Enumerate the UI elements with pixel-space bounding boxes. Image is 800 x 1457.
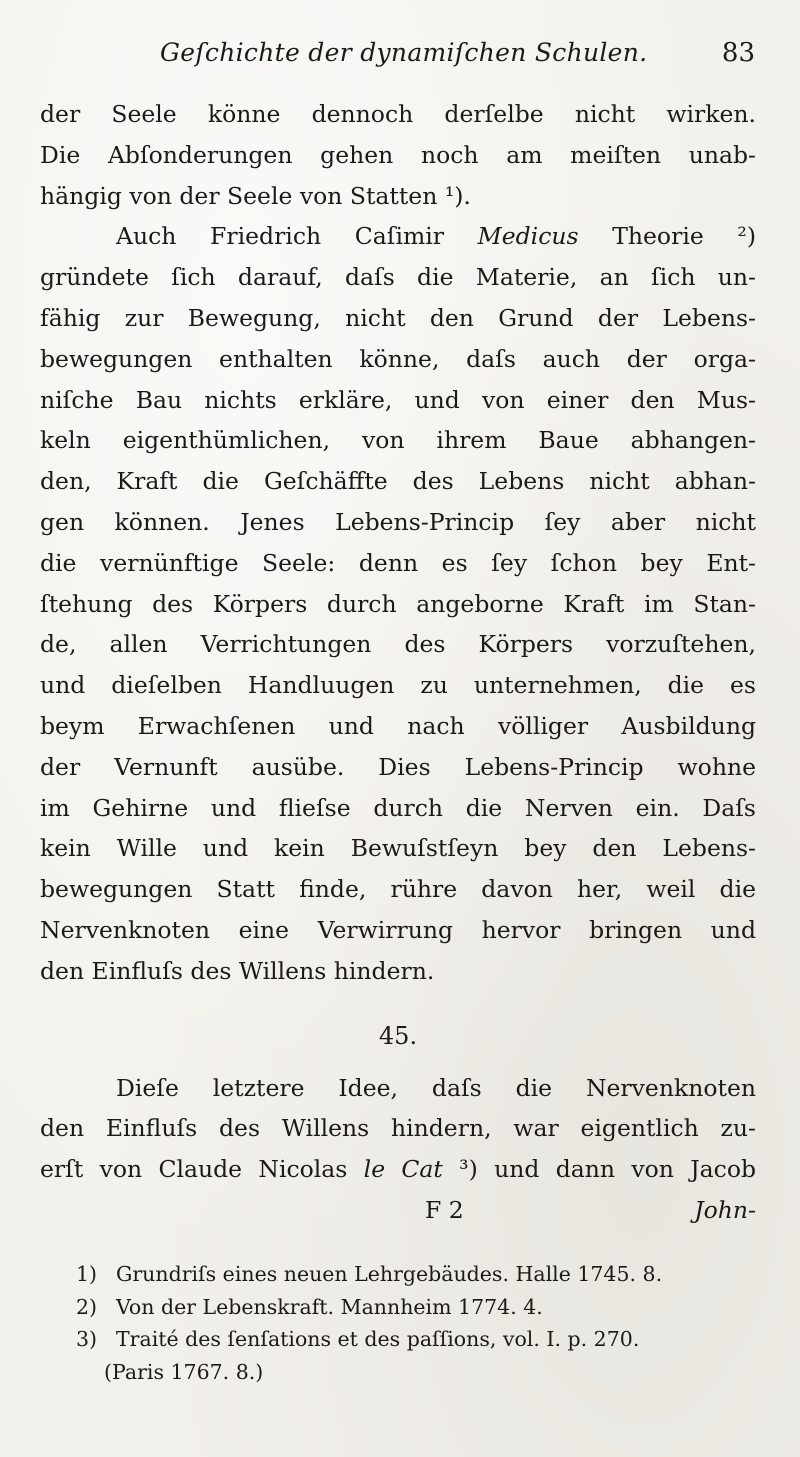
text-line: Nervenknoten eine Verwirrung hervor bringen und <box>40 915 756 944</box>
text-line: gen können. Jenes Lebens-Princip ſey aber nicht <box>40 507 756 536</box>
text-line: der Seele könne dennoch derſelbe nicht wirken. <box>40 100 756 128</box>
text-line: den Einfluſs des Willens hindern, war eigentlich zu- <box>40 1114 756 1143</box>
text-line: Dieſe letztere Idee, daſs die Nervenknoten <box>116 1073 756 1102</box>
page-number: 83 <box>721 38 755 68</box>
paragraph-2 <box>40 216 756 991</box>
text-line: hängig von der Seele von Statten ¹). <box>40 181 471 210</box>
footnote-text: Traité des ſenſations et des paſſions, vol. I. p. 270. <box>116 1327 640 1351</box>
text-line: den Einfluſs des Willens hindern. <box>40 956 435 985</box>
text-line: beym Erwachſenen und nach völliger Ausbildung <box>40 711 756 740</box>
footnote-number: 3) <box>76 1327 98 1351</box>
footnote-number: 2) <box>76 1294 98 1319</box>
signature-mark: F 2 <box>425 1195 464 1224</box>
footnote <box>76 1258 762 1291</box>
footnote <box>76 1323 762 1356</box>
footnote-number: 1) <box>76 1262 98 1286</box>
text-line: ſtehung des Körpers durch angeborne Kraft im Stan- <box>40 589 756 618</box>
body-text <box>40 94 756 1230</box>
text-line: Auch Friedrich Caſimir Medicus Theorie ²) <box>116 222 756 251</box>
text-line: kein Wille und kein Bewuſstſeyn bey den Lebens- <box>40 834 756 863</box>
footnote-text: Grundriſs eines neuen Lehrgebäudes. Halle 1745. 8. <box>116 1262 663 1286</box>
text-line: gründete ſich darauf, daſs die Materie, an ſich un- <box>40 263 756 292</box>
text-line: bewegungen enthalten könne, daſs auch der orga- <box>40 344 756 373</box>
text-line: bewegungen Statt finde, rühre davon her, weil die <box>40 875 756 904</box>
footnote-text: (Paris 1767. 8.) <box>104 1359 264 1384</box>
text-line: die vernünftige Seele: denn es ſey ſchon bey Ent- <box>40 548 756 577</box>
section-number: 45. <box>378 1021 418 1050</box>
footnote-continuation <box>76 1356 762 1389</box>
text-line: Die Abſonderungen gehen noch am meiſten unab- <box>40 140 756 169</box>
footnotes <box>76 1258 762 1388</box>
text-line: der Vernunft ausübe. Dies Lebens-Princip wohne <box>40 752 756 781</box>
running-head <box>40 38 755 78</box>
paragraph-1 <box>40 94 756 216</box>
text-line: im Gehirne und flieſse durch die Nerven ein. Daſs <box>40 793 756 822</box>
footnote-text: Von der Lebenskraft. Mannheim 1774. 4. <box>116 1294 543 1319</box>
running-head-title: Geſchichte der dynamiſchen Schulen. <box>160 38 648 67</box>
text-line: niſche Bau nichts erkläre, und von einer den Mus- <box>40 385 756 414</box>
text-line: erſt von Claude Nicolas le Cat ³) und dann von Jacob <box>40 1155 757 1184</box>
text-line: de, allen Verrichtungen des Körpers vorzuſtehen, <box>40 630 756 659</box>
text-line: keln eigenthümlichen, von ihrem Baue abhangen- <box>40 426 756 455</box>
paragraph-3 <box>40 1068 756 1190</box>
text-line: und dieſelben Handluugen zu unternehmen, die es <box>40 671 756 700</box>
footnote <box>76 1291 762 1324</box>
catchword: John- <box>694 1195 756 1224</box>
text-line: den, Kraft die Geſchäffte des Lebens nicht abhan- <box>40 467 756 496</box>
text-line: fähig zur Bewegung, nicht den Grund der Lebens- <box>40 303 756 332</box>
signature-line <box>40 1190 756 1230</box>
